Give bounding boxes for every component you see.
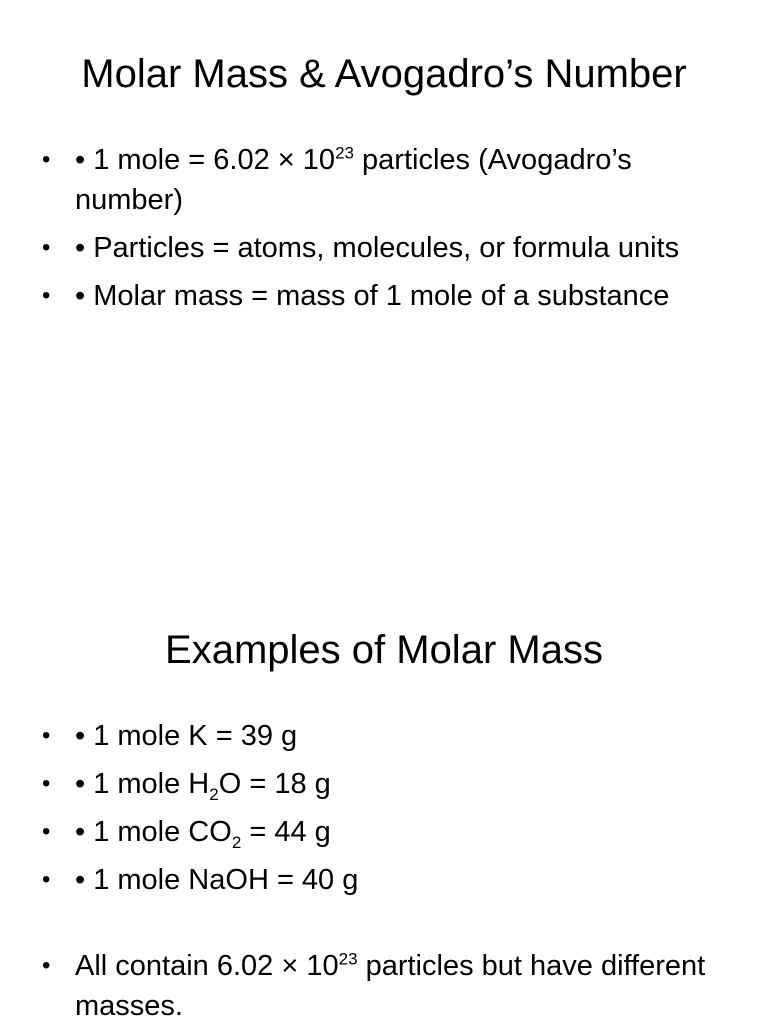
bullet-marker: • [42, 770, 51, 797]
bullet-text-suffix: = 44 g [241, 816, 331, 848]
slide-1-bullet-list [0, 140, 768, 324]
bullet-subscript: 2 [231, 832, 242, 852]
list-item [0, 228, 768, 268]
bullet-text-suffix: O = 18 g [218, 768, 331, 800]
list-item [0, 764, 768, 804]
list-item [0, 946, 768, 1024]
slide-1-title: Molar Mass & Avogadro’s Number [81, 52, 687, 96]
bullet-text: • 1 mole K = 39 g [75, 720, 298, 752]
list-item [0, 716, 768, 756]
list-item [0, 860, 768, 900]
slide-2-bullet-list [0, 716, 768, 1024]
bullet-text: • Particles = atoms, molecules, or formula units [75, 232, 680, 264]
slide-2 [0, 576, 768, 1024]
bullet-text-prefix: All contain 6.02 × 10 [75, 950, 339, 982]
bullet-text-prefix: • 1 mole H [75, 768, 210, 800]
bullet-marker: • [42, 146, 51, 173]
bullet-marker: • [42, 234, 51, 261]
list-item [0, 812, 768, 852]
bullet-superscript: 23 [338, 949, 358, 969]
bullet-marker: • [42, 722, 51, 749]
bullet-marker: • [42, 282, 51, 309]
bullet-text-suffix: particles but have different masses. [75, 950, 706, 1022]
bullet-text-suffix: particles (Avogadro’s number) [75, 144, 632, 216]
list-item [0, 140, 768, 220]
bullet-text-prefix: • 1 mole CO [75, 816, 232, 848]
slide-2-title: Examples of Molar Mass [165, 628, 603, 672]
bullet-text-prefix: • 1 mole = 6.02 × 10 [75, 144, 336, 176]
bullet-superscript: 23 [335, 143, 354, 163]
bullet-marker: • [42, 818, 51, 845]
bullet-subscript: 2 [209, 784, 219, 804]
bullet-marker: • [42, 866, 51, 893]
bullet-text: • 1 mole NaOH = 40 g [75, 864, 359, 896]
list-item [0, 276, 768, 316]
bullet-text: • Molar mass = mass of 1 mole of a substance [75, 280, 670, 312]
bullet-marker: • [42, 952, 51, 979]
